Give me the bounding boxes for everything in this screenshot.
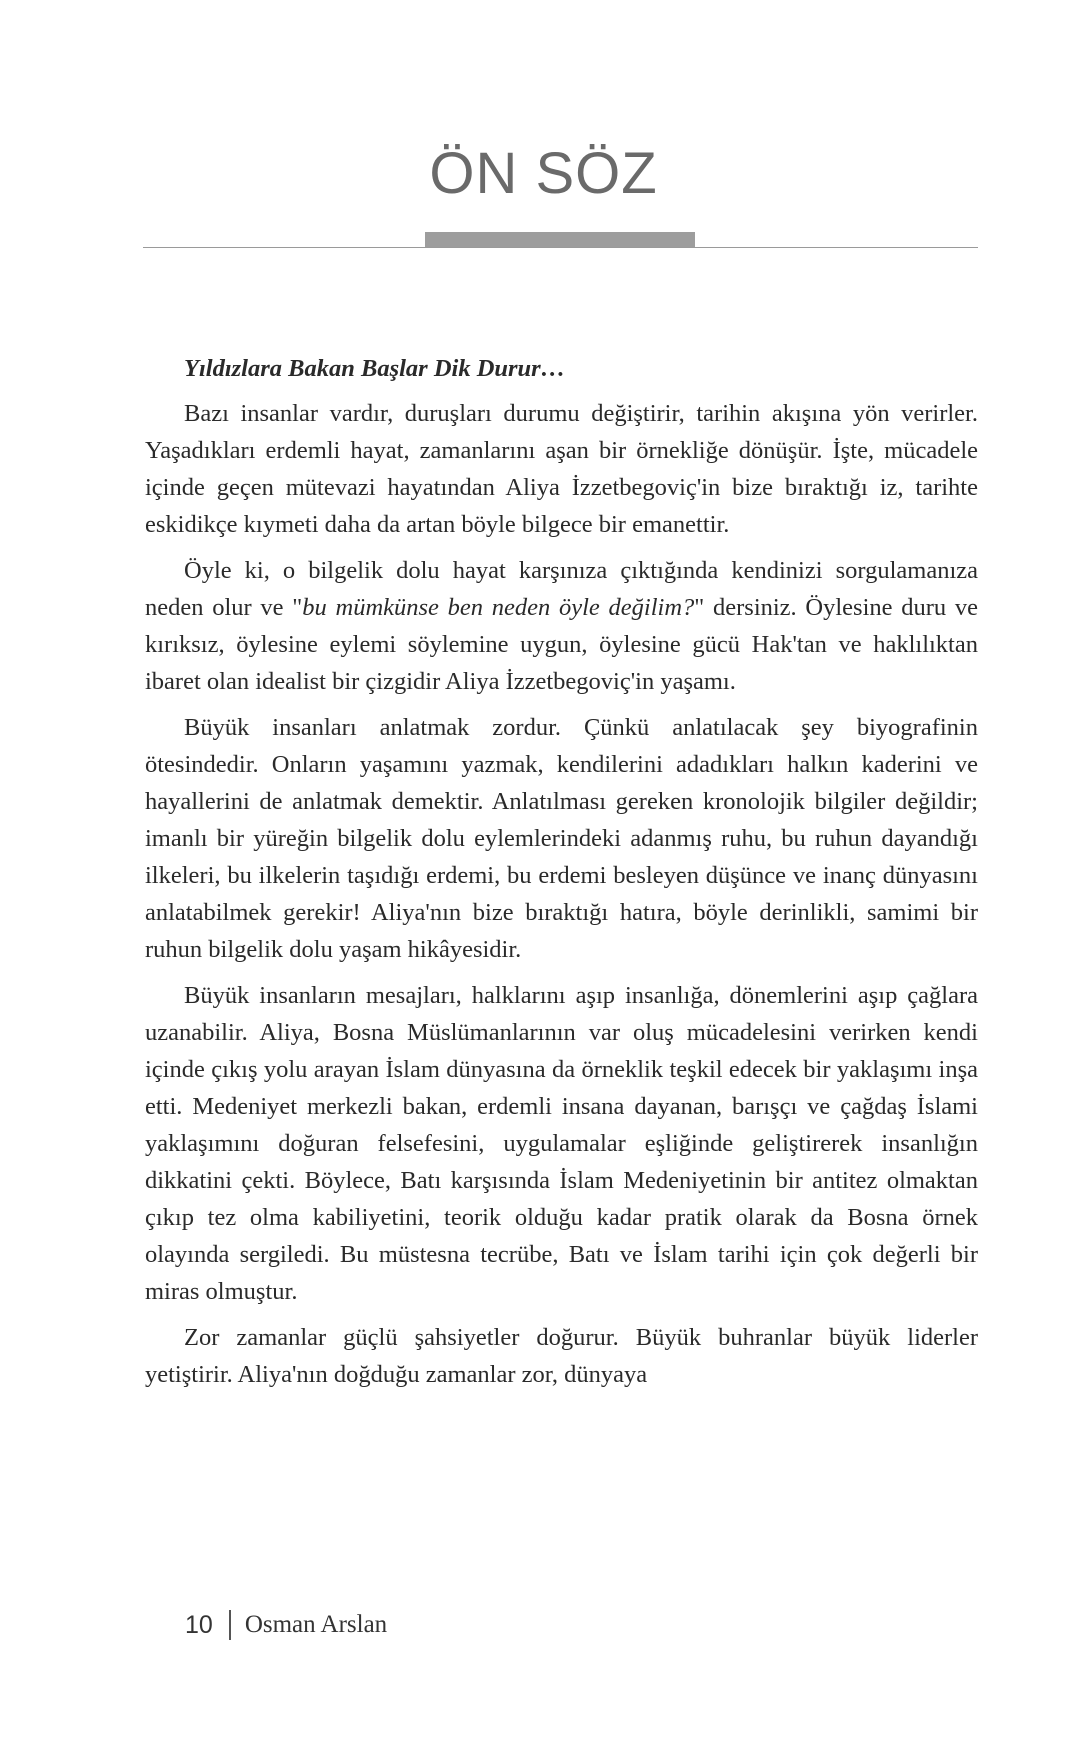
paragraph-1: Bazı insanlar vardır, duruşları durumu değiştirir, tarihin akışına yön verirler. Yaşadıkları erdemli hayat, zamanlarını aşan bir örnekliğe dönüşür. İşte, mücadele içinde geçen mütevazi hayatından Aliya İzzetbegoviç'in bize bıraktığı iz, tarihte eskidikçe kıymeti daha da artan böyle bilgece bir emanettir. — [145, 400, 978, 538]
paragraph-3: Büyük insanları anlatmak zordur. Çünkü anlatılacak şey biyografinin ötesindedir. Onların yaşamını yazmak, kendilerini adadıkları halkın kaderini ve hayallerini de anlatmak demektir. Anlatılması gereken kronolojik bilgiler değildir; imanlı bir yüreğin bilgelik dolu eylemlerindeki adanmış ruhu, bu ruhun dayandığı ilkeleri, bu ilkelerin taşıdığı erdemi, bu erdemi besleyen düşünce ve inanç dünyasını anlatabilmek gerekir! Aliya'nın bize bıraktığı hatıra, böyle derinlikli, samimi bir ruhun bilgelik dolu yaşam hikâyesidir. — [145, 714, 978, 963]
paragraph-2-after: " dersiniz. Öylesine duru ve kırıksız, öylesine eylemi söylemine uygun, öylesine gücü Hak'tan ve haklılıktan ibaret olan idealist bir çizgidir Aliya İzzetbegoviç'in yaşamı. — [145, 594, 978, 695]
page-number: 10 — [185, 1610, 213, 1639]
title-divider — [143, 247, 978, 248]
footer-separator — [229, 1610, 231, 1640]
paragraph-4: Büyük insanların mesajları, halklarını aşıp insanlığa, dönemlerini aşıp çağlara uzanabilir. Aliya, Bosna Müslümanlarının var oluş mücadelesini verirken kendi içinde çıkış yolu arayan İslam dünyasına da örneklik teşkil edecek bir yaklaşımı inşa etti. Medeniyet merkezli bakan, erdemli insana dayanan, barışçı ve çağdaş İslami yaklaşımını doğuran felsefesini, uygulamalar eşliğinde geliştirerek insanlığın dikkatini çekti. Böylece, Batı karşısında İslam Medeniyetinin bir antitez olmaktan çıkıp tez olma kabiliyetini, teorik olduğu kadar pratik olarak da Bosna örnek olayında sergiledi. Bu müstesna tecrübe, Batı ve İslam tarihi için çok değerli bir miras olmuştur. — [145, 982, 978, 1305]
chapter-title: ÖN SÖZ — [429, 141, 658, 206]
paragraph-2 — [145, 552, 978, 700]
title-accent-bar — [425, 232, 695, 248]
section-subtitle: Yıldızlara Bakan Başlar Dik Durur… — [184, 355, 566, 382]
page-footer — [185, 1610, 387, 1640]
body-text — [145, 350, 978, 1402]
paragraph-2-quote: bu mümkünse ben neden öyle değilim? — [302, 594, 695, 621]
paragraph-2-before: Öyle ki, o bilgelik dolu hayat karşınıza çıktığında kendinizi sorgulamanıza neden olur ve " — [145, 557, 978, 621]
footer-author: Osman Arslan — [244, 1611, 388, 1638]
paragraph-5: Zor zamanlar güçlü şahsiyetler doğurur. Büyük buhranlar büyük liderler yetiştirir. Aliya'nın doğduğu zamanlar zor, dünyaya — [145, 1324, 978, 1388]
